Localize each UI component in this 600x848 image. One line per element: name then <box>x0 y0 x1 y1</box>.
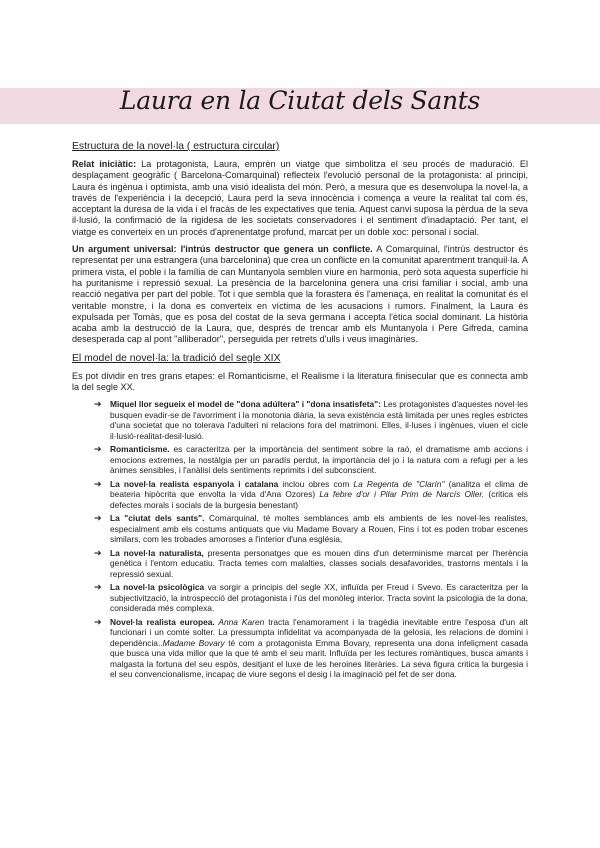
arrow-bullet-icon: ➔ <box>94 582 102 593</box>
list-item: ➔ Romanticisme. es caracteritza per la importància del sentiment sobre la raó, el dramatisme amb accions i emocions extremes, la nostàlgia per un paradís perdut, la importància del jo i la natura com a refugi per a les ànimes sensibles, i l'anàlisi dels sentiments reprimits i del subconscient. <box>94 444 528 476</box>
document-body <box>72 140 528 683</box>
list-item: ➔ La "ciutat dels sants". Comarquinal, té moltes semblances amb els ambients de les novel·les realistes, especialment amb els costums antiquats que viu Madame Bovary a Rouen, Fins i tot es poden trobar escenes similars, com les trobades amoroses a l'interior d'una església, <box>94 513 529 545</box>
arrow-bullet-icon: ➔ <box>94 547 102 558</box>
arrow-bullet-icon: ➔ <box>94 513 102 524</box>
page-title: Laura en la Ciutat dels Sants <box>119 86 481 115</box>
paragraph-argument-universal <box>72 244 528 346</box>
paragraph-text: La protagonista, Laura, emprèn un viatge que simbolitza el seu procés de maduració. El desplaçament geogràfic ( Barcelona-Comarquinal) reflecteix l'evolució personal de la protagonista: al principi, Laura és ingènua i optimista, amb una visió idealista del món. Però, a mesura que es desenvolupa la novel·la, a través de l'experiència i la decepció, Laura perd la seva innocència i comença a veure la realitat tal com és, acceptant la duresa de la vida i el fracàs de les expectatives que tenia. Aquest canvi suposa la pèrdua de la seva il·lusió, la confirmació de la rigidesa de les societats conservadores i el sentiment d'inadaptació. Per tant, el viatge es converteix en un procés d'aprenentatge profund, marcat per un doble xoc: personal i social. <box>72 159 528 237</box>
paragraph-text: A Comarquinal, l'intrús destructor és representat per una estrangera (una barcelonina) que crea un conflicte en la comunitat aparentment tranquil·la. A primera vista, el poble i la família de can Muntanyola semblen viure en harmonia, però sota aquesta superfície hi ha puritanisme i repressió sexual. La presència de la barcelonina genera una crisi familiar i social, amb una reacció negativa per part del poble. Tot i que sembla que la forastera és l'amenaça, en realitat la comunitat és el veritable monstre, i la dona es converteix en víctima de les acusacions i rumors. Finalment, la Laura és expulsada per Tomàs, que es posa del costat de la seva germana i accepta l'ètica social dominant. La història acaba amb la destrucció de la Laura, que, després de trencar amb els Muntanyola i Pere Gifreda, camina desesperada cap al pont "alliberador", perseguida per retrets d'ulls i veus imaginàries. <box>72 244 529 345</box>
paragraph-lead: Un argument universal: l'intrús destructor que genera un conflicte. <box>72 244 373 255</box>
arrow-bullet-icon: ➔ <box>94 399 102 410</box>
list-item: ➔ La novel·la psicològica va sorgir a principis del segle XX, influïda per Freud i Svevo. Es caracteritza per la subjectivització, la introspecció del protagonista i l'ús del monòleg interior. Tracta sovint la psicologia de la dona, considerada més complexa. <box>94 582 528 614</box>
arrow-bullet-icon: ➔ <box>94 478 102 489</box>
section-heading-model: El model de novel·la: la tradició del segle XIX <box>72 352 281 364</box>
paragraph-intro: Es pot dividir en tres grans etapes: el Romanticisme, el Realisme i la literatura finisecular que es connecta amb la del segle XX. <box>72 370 528 393</box>
arrow-bullet-icon: ➔ <box>94 444 102 455</box>
paragraph-lead: Relat iniciàtic: <box>72 159 137 169</box>
arrow-bullet-icon: ➔ <box>94 616 102 627</box>
list-item: ➔ La novel·la naturalista, presenta personatges que es mouen dins d'un determinisme marcat per l'herència genètica i l'entorn educatiu. Tracta temes com malalties, classes socials desafavorides, trastorns mentals i la repressió sexual. <box>94 547 528 579</box>
list-item: ➔ La novel·la realista espanyola i catalana inclou obres com La Regenta de "Clarín" (analitza el clima de beateria hipòcrita que envolta la vida d'Ana Ozores) La febre d'or i Pilar Prim de Narcís Oller. (critica els defectes morals i socials de la burgesia benestant) <box>94 478 529 510</box>
section-heading-structure: Estructura de la novel·la ( estructura circular) <box>72 141 280 152</box>
model-list <box>72 399 528 680</box>
list-item: ➔ Novel·la realista europea. Anna Karen tracta l'enamorament i la tragèdia inevitable entre l'esposa d'un alt funcionari i un comte solter. La pressumpta infidelitat va acompanyada de la gelosia, les relacions de domini i dependència..Madame Bovary té com a protagonista Emma Bovary, representa una dona infeliçment casada que busca una vida millor que la que té amb el seu marit. Influïda per les lectures romàntiques, busca amants i malgasta la fortuna del seu espòs, desitjant el luxe de les heroines literàries. La seva figura critica la burgesia i el seu convencionalisme, incapaç de viure segons el desig i la imaginació pel fet de ser dona. <box>94 616 528 680</box>
paragraph-relat-iniciatic <box>72 159 528 238</box>
list-item: ➔ Miquel llor segueix el model de "dona adúltera" i "dona insatisfeta": Les protagonistes d'aquestes novel·les busquen evadir-se de l'avorriment i la monotonia diària, la seva existència està limitada per unes regles estrictes d'una societat que no tolerava l'adulteri ni relacions fora del matrimoni. Elles, il·luses i ingènues, viuen el cicle il·lusió-realitat-desil·lusió. <box>94 399 528 441</box>
